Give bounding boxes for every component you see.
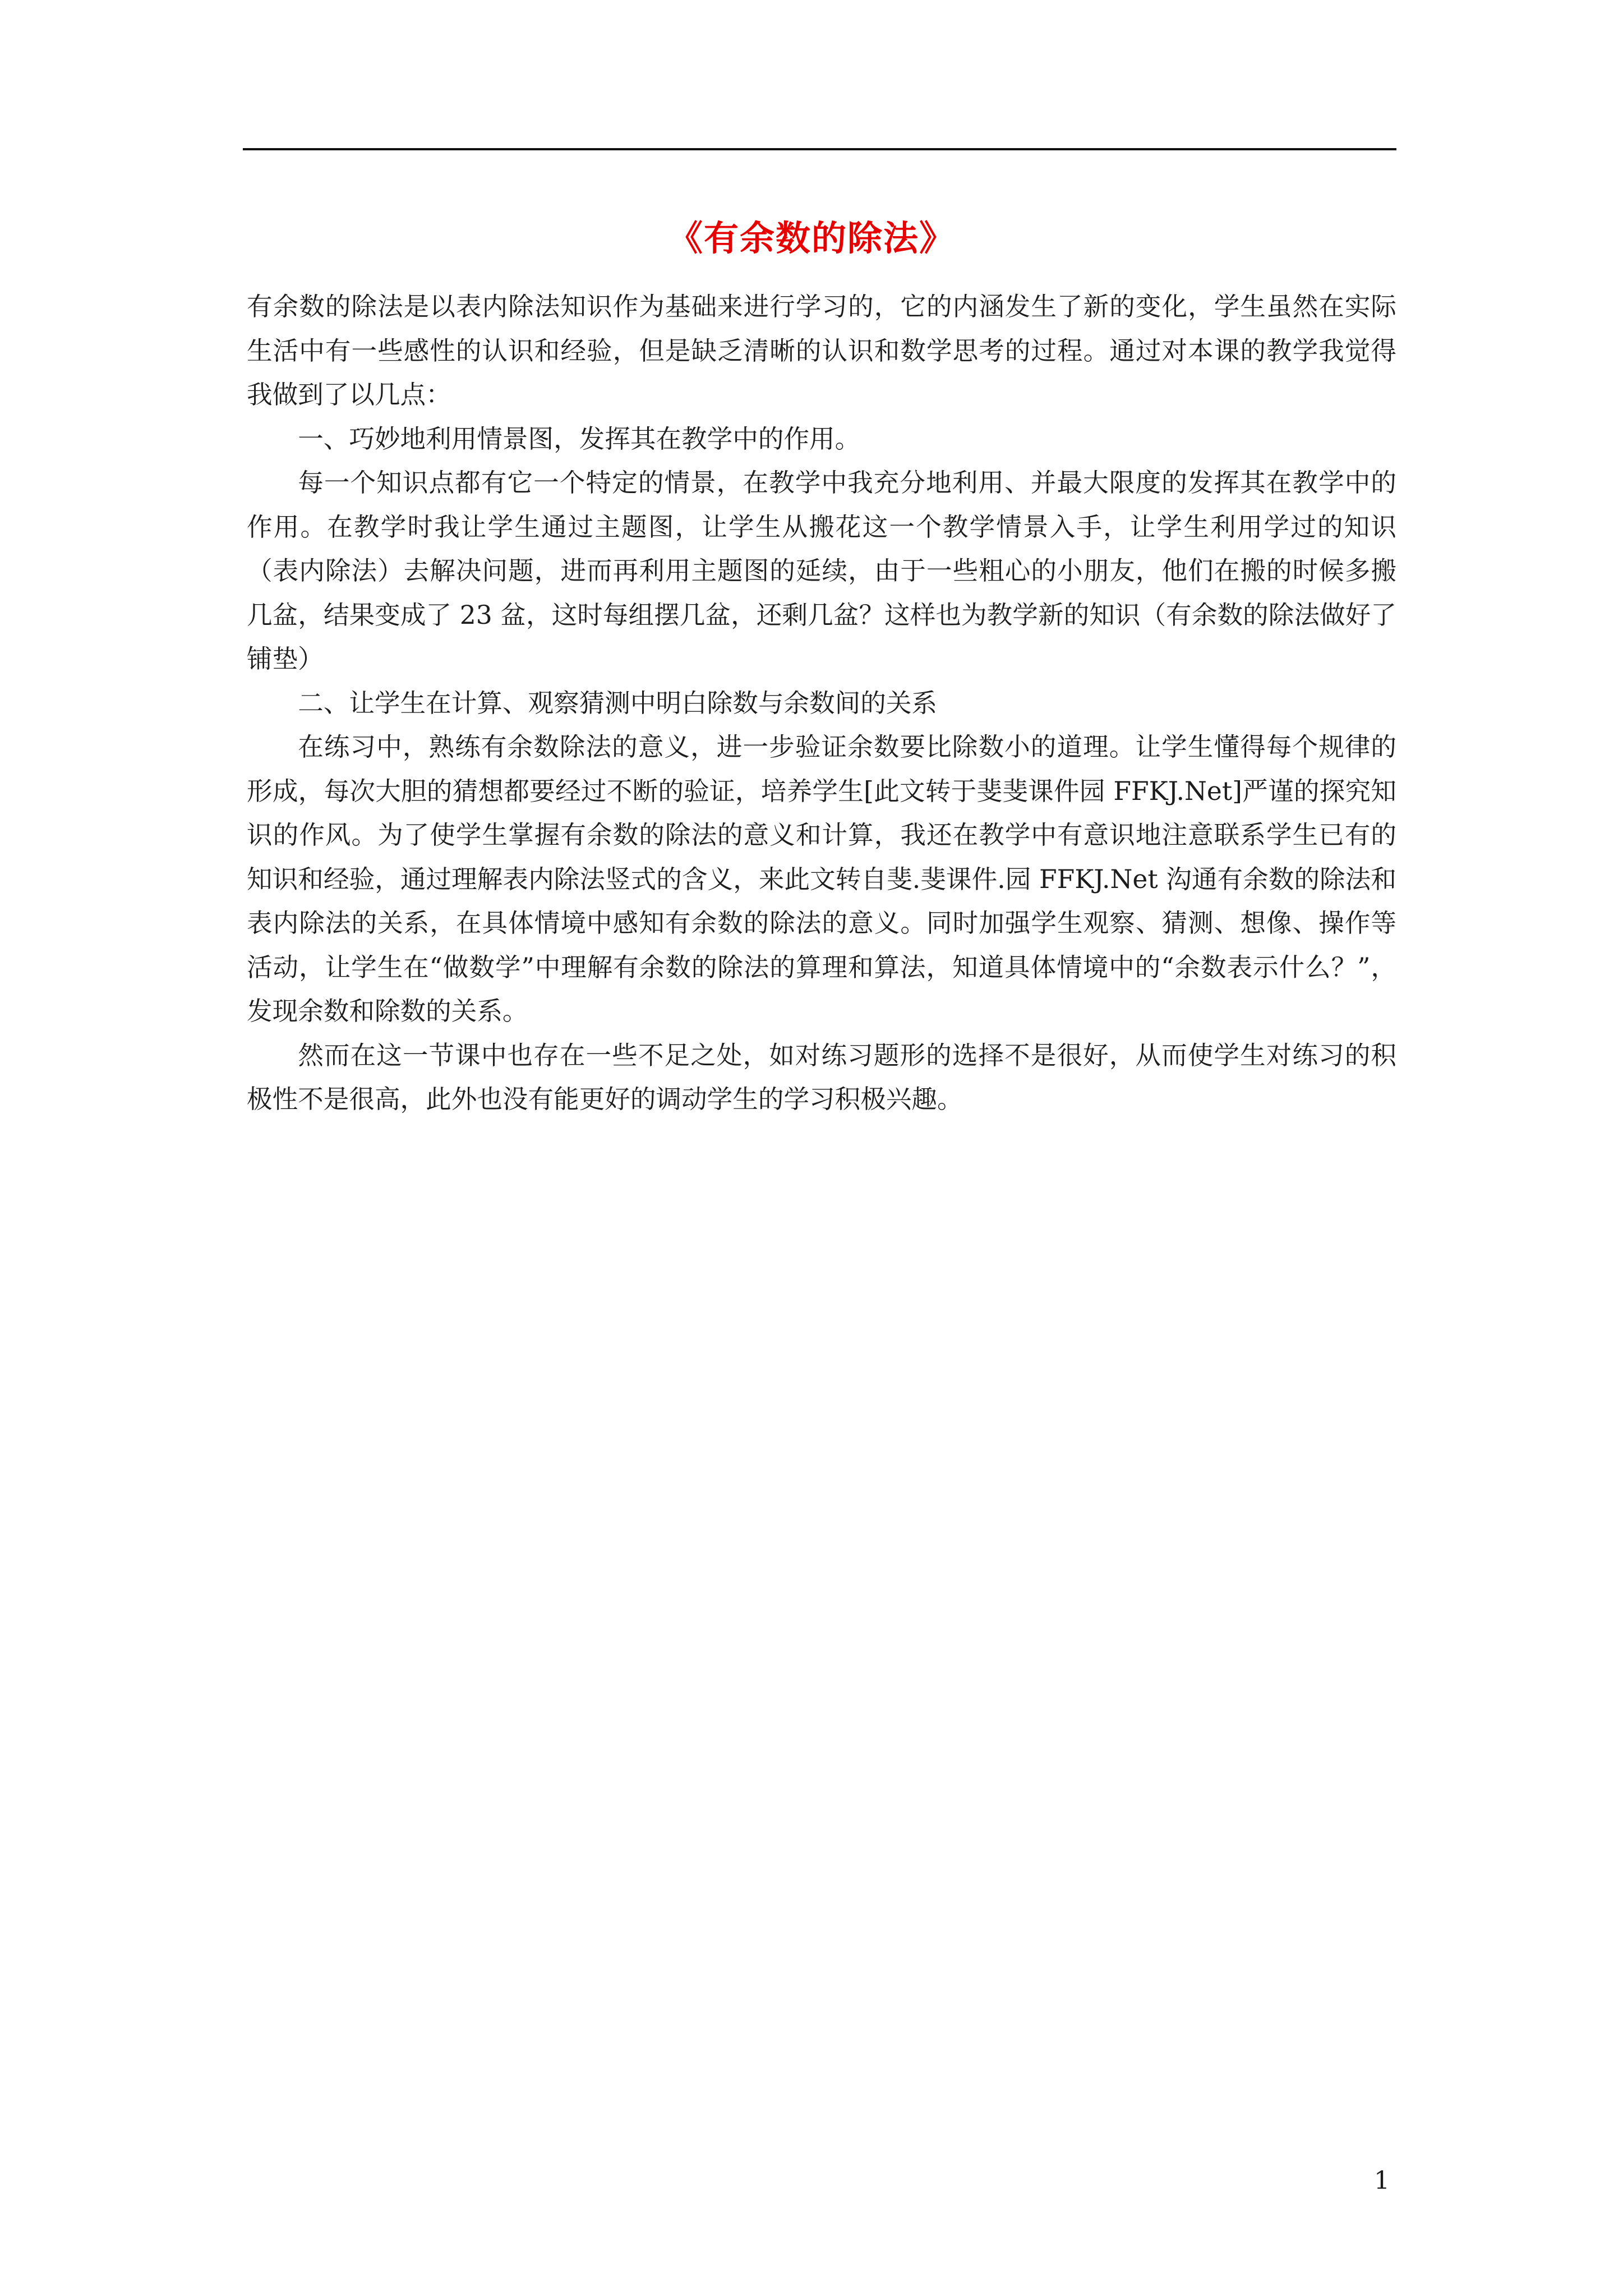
body-paragraph: 在练习中，熟练有余数除法的意义，进一步验证余数要比除数小的道理。让学生懂得每个规律的形成，每次大胆的猜想都要经过不断的验证，培养学生[此文转于斐斐课件园 FFKJ.Net]严谨的探究知识的作风。为了使学生掌握有余数的除法的意义和计算，我还在教学中有意识地注意联系学生已有的知识和经验，通过理解表内除法竖式的含义，来此文转自斐.斐课件.园 FFKJ.Net 沟通有余数的除法和表内除法的关系，在具体情境中感知有余数的除法的意义。同时加强学生观察、猜测、想像、操作等活动，让学生在“做数学”中理解有余数的除法的算理和算法，知道具体情境中的“余数表示什么？”，发现余数和除数的关系。 [247, 732, 1396, 1026]
header-rule [243, 148, 1396, 150]
document-title: 《有余数的除法》 [667, 218, 955, 259]
closing-paragraph: 然而在这一节课中也存在一些不足之处，如对练习题形的选择不是很好，从而使学生对练习的积极性不是很高，此外也没有能更好的调动学生的学习积极兴趣。 [247, 1040, 1396, 1114]
document-body [247, 285, 1396, 1122]
section-heading-2: 二、让学生在计算、观察猜测中明白除数与余数间的关系 [298, 688, 938, 718]
intro-paragraph: 有余数的除法是以表内除法知识作为基础来进行学习的，它的内涵发生了新的变化，学生虽然在实际生活中有一些感性的认识和经验，但是缺乏清晰的认识和数学思考的过程。通过对本课的教学我觉得我做到了以几点： [247, 292, 1396, 409]
section-heading-1: 一、巧妙地利用情景图，发挥其在教学中的作用。 [298, 424, 861, 454]
body-paragraph: 每一个知识点都有它一个特定的情景，在教学中我充分地利用、并最大限度的发挥其在教学中的作用。在教学时我让学生通过主题图，让学生从搬花这一个教学情景入手，让学生利用学过的知识（表内除法）去解决问题，进而再利用主题图的延续，由于一些粗心的小朋友，他们在搬的时候多搬几盆，结果变成了 23 盆，这时每组摆几盆，还剩几盆？这样也为教学新的知识（有余数的除法做好了铺垫） [247, 468, 1396, 674]
page-number: 1 [1374, 2166, 1390, 2195]
